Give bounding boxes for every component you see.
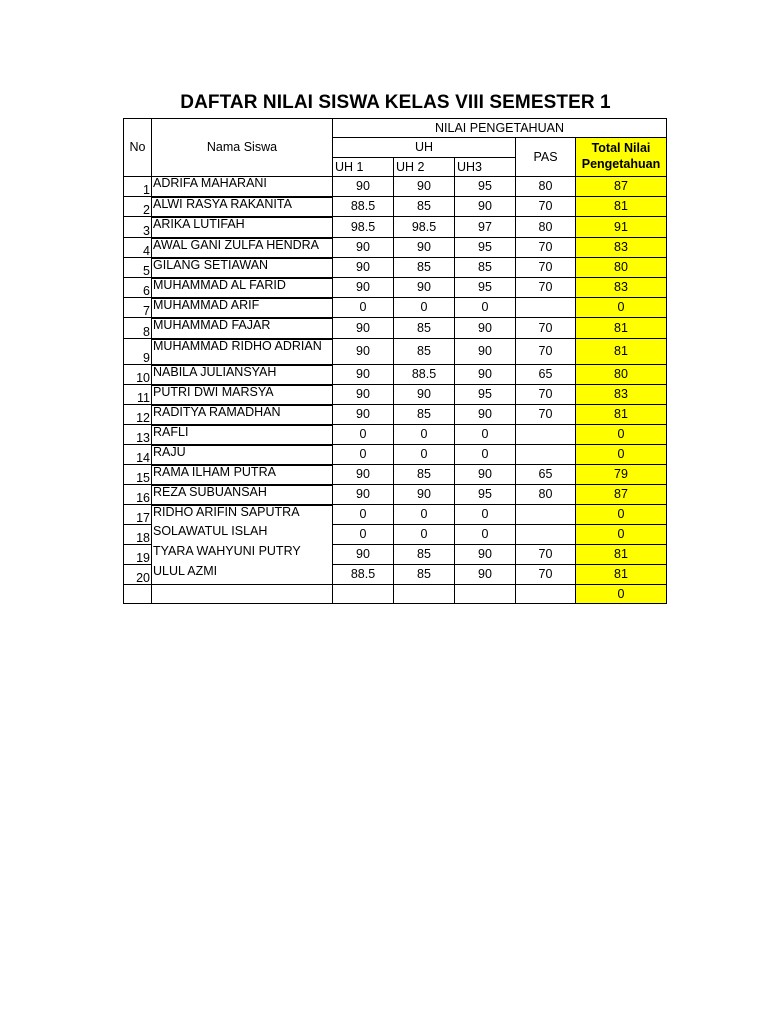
- row-number: 19: [124, 545, 152, 565]
- uh2-score: 85: [394, 405, 455, 425]
- header-pas: PAS: [516, 138, 576, 177]
- pas-score: [516, 585, 576, 604]
- row-number: 6: [124, 278, 152, 298]
- uh1-score: 0: [333, 298, 394, 318]
- pas-score: 70: [516, 565, 576, 585]
- uh1-score: 0: [333, 425, 394, 445]
- pas-score: 70: [516, 318, 576, 339]
- row-number: [124, 585, 152, 604]
- uh1-score: [333, 585, 394, 604]
- header-no: No: [124, 119, 152, 177]
- uh1-score: 88.5: [333, 197, 394, 217]
- header-nama-siswa: Nama Siswa: [152, 119, 333, 177]
- student-name: ADRIFA MAHARANI: [152, 177, 333, 197]
- uh2-score: 0: [394, 525, 455, 545]
- row-number: 12: [124, 405, 152, 425]
- row-number: 8: [124, 318, 152, 339]
- pas-score: 80: [516, 217, 576, 238]
- table-row: [124, 425, 667, 445]
- student-name: MUHAMMAD AL FARID: [152, 278, 333, 298]
- pas-score: [516, 298, 576, 318]
- total-score: 80: [576, 258, 667, 278]
- total-score: 79: [576, 465, 667, 485]
- student-name: GILANG SETIAWAN: [152, 258, 333, 278]
- total-score: 0: [576, 525, 667, 545]
- uh3-score: 0: [455, 505, 516, 525]
- table-row: [124, 258, 667, 278]
- table-row: [124, 525, 667, 545]
- uh1-score: 90: [333, 385, 394, 405]
- total-score: 83: [576, 385, 667, 405]
- pas-score: 80: [516, 485, 576, 505]
- table-row: [124, 405, 667, 425]
- uh2-score: 85: [394, 545, 455, 565]
- uh3-score: 0: [455, 298, 516, 318]
- total-score: 80: [576, 365, 667, 385]
- pas-score: [516, 525, 576, 545]
- pas-score: 80: [516, 177, 576, 197]
- uh1-score: 90: [333, 318, 394, 339]
- uh3-score: 0: [455, 445, 516, 465]
- total-score: 0: [576, 425, 667, 445]
- uh3-score: 90: [455, 318, 516, 339]
- row-number: 11: [124, 385, 152, 405]
- uh2-score: 0: [394, 298, 455, 318]
- student-name: ALWI RASYA RAKANITA: [152, 197, 333, 217]
- table-row: [124, 585, 667, 604]
- uh2-score: 90: [394, 177, 455, 197]
- table-row: [124, 177, 667, 197]
- table-row: [124, 238, 667, 258]
- student-name: RAFLI: [152, 425, 333, 445]
- total-score: 0: [576, 585, 667, 604]
- uh2-score: 90: [394, 385, 455, 405]
- uh1-score: 90: [333, 365, 394, 385]
- pas-score: [516, 505, 576, 525]
- uh1-score: 90: [333, 339, 394, 365]
- total-score: 81: [576, 197, 667, 217]
- table-row: [124, 365, 667, 385]
- student-name: REZA SUBUANSAH: [152, 485, 333, 505]
- uh2-score: 85: [394, 465, 455, 485]
- row-number: 4: [124, 238, 152, 258]
- header-total-nilai-pengetahuan: [576, 138, 667, 177]
- row-number: 18: [124, 525, 152, 545]
- uh2-score: [394, 585, 455, 604]
- table-row: [124, 385, 667, 405]
- total-score: 0: [576, 445, 667, 465]
- row-number: 10: [124, 365, 152, 385]
- uh3-score: 0: [455, 525, 516, 545]
- header-uh1: UH 1: [333, 158, 394, 177]
- table-row: [124, 545, 667, 565]
- uh3-score: 90: [455, 197, 516, 217]
- uh1-score: 0: [333, 525, 394, 545]
- pas-score: 70: [516, 385, 576, 405]
- row-number: 16: [124, 485, 152, 505]
- uh1-score: 90: [333, 545, 394, 565]
- row-number: 2: [124, 197, 152, 217]
- uh3-score: 95: [455, 177, 516, 197]
- uh2-score: 90: [394, 238, 455, 258]
- student-name: MUHAMMAD RIDHO ADRIAN: [152, 339, 333, 365]
- table-row: [124, 445, 667, 465]
- student-name: NABILA JULIANSYAH: [152, 365, 333, 385]
- uh3-score: 95: [455, 278, 516, 298]
- pas-score: 70: [516, 405, 576, 425]
- uh1-score: 0: [333, 445, 394, 465]
- uh3-score: 90: [455, 565, 516, 585]
- table-row: [124, 278, 667, 298]
- uh1-score: 90: [333, 485, 394, 505]
- uh1-score: 98.5: [333, 217, 394, 238]
- total-score: 83: [576, 238, 667, 258]
- pas-score: 70: [516, 545, 576, 565]
- uh2-score: 85: [394, 318, 455, 339]
- student-name: ULUL AZMI: [152, 565, 333, 585]
- total-score: 83: [576, 278, 667, 298]
- pas-score: [516, 425, 576, 445]
- uh3-score: 0: [455, 425, 516, 445]
- header-uh3: UH3: [455, 158, 516, 177]
- pas-score: 70: [516, 197, 576, 217]
- uh1-score: 88.5: [333, 565, 394, 585]
- uh3-score: 90: [455, 339, 516, 365]
- pas-score: 65: [516, 365, 576, 385]
- header-total-line1: Total Nilai: [591, 141, 651, 156]
- table-row: [124, 197, 667, 217]
- row-number: 20: [124, 565, 152, 585]
- grades-table: [123, 118, 667, 604]
- total-score: 91: [576, 217, 667, 238]
- uh2-score: 0: [394, 505, 455, 525]
- row-number: 7: [124, 298, 152, 318]
- uh2-score: 85: [394, 339, 455, 365]
- header-uh: UH: [333, 138, 516, 158]
- uh2-score: 90: [394, 485, 455, 505]
- row-number: 14: [124, 445, 152, 465]
- uh3-score: 90: [455, 465, 516, 485]
- uh2-score: 85: [394, 258, 455, 278]
- total-score: 81: [576, 565, 667, 585]
- row-number: 5: [124, 258, 152, 278]
- table-row: [124, 298, 667, 318]
- total-score: 81: [576, 545, 667, 565]
- header-total-line2: Pengetahuan: [581, 157, 661, 171]
- student-name: PUTRI DWI MARSYA: [152, 385, 333, 405]
- row-number: 13: [124, 425, 152, 445]
- student-name: RAMA ILHAM PUTRA: [152, 465, 333, 485]
- uh1-score: 90: [333, 465, 394, 485]
- student-name: ARIKA LUTIFAH: [152, 217, 333, 238]
- uh1-score: 90: [333, 405, 394, 425]
- uh3-score: 95: [455, 485, 516, 505]
- uh2-score: 0: [394, 445, 455, 465]
- uh3-score: [455, 585, 516, 604]
- page-title: DAFTAR NILAI SISWA KELAS VIII SEMESTER 1: [180, 92, 611, 113]
- uh3-score: 97: [455, 217, 516, 238]
- uh2-score: 98.5: [394, 217, 455, 238]
- student-name: AWAL GANI ZULFA HENDRA: [152, 238, 333, 258]
- uh1-score: 90: [333, 238, 394, 258]
- uh2-score: 0: [394, 425, 455, 445]
- uh2-score: 85: [394, 565, 455, 585]
- row-number: 17: [124, 505, 152, 525]
- uh1-score: 90: [333, 258, 394, 278]
- table-row: [124, 565, 667, 585]
- uh3-score: 95: [455, 385, 516, 405]
- header-nilai-pengetahuan: NILAI PENGETAHUAN: [333, 119, 667, 138]
- row-number: 1: [124, 177, 152, 197]
- uh3-score: 85: [455, 258, 516, 278]
- total-score: 81: [576, 318, 667, 339]
- uh3-score: 90: [455, 405, 516, 425]
- uh1-score: 90: [333, 278, 394, 298]
- student-name: SOLAWATUL ISLAH: [152, 525, 333, 545]
- pas-score: 70: [516, 258, 576, 278]
- table-row: [124, 505, 667, 525]
- student-name: TYARA WAHYUNI PUTRY: [152, 545, 333, 565]
- uh2-score: 85: [394, 197, 455, 217]
- row-number: 3: [124, 217, 152, 238]
- pas-score: 70: [516, 238, 576, 258]
- student-name: [152, 585, 333, 604]
- pas-score: 65: [516, 465, 576, 485]
- student-name: RIDHO ARIFIN SAPUTRA: [152, 505, 333, 525]
- table-row: [124, 318, 667, 339]
- total-score: 87: [576, 485, 667, 505]
- row-number: 15: [124, 465, 152, 485]
- uh3-score: 90: [455, 365, 516, 385]
- total-score: 81: [576, 405, 667, 425]
- header-uh2: UH 2: [394, 158, 455, 177]
- total-score: 0: [576, 298, 667, 318]
- uh2-score: 90: [394, 278, 455, 298]
- student-name: MUHAMMAD FAJAR: [152, 318, 333, 339]
- uh2-score: 88.5: [394, 365, 455, 385]
- table-row: [124, 465, 667, 485]
- table-row: [124, 339, 667, 365]
- total-score: 0: [576, 505, 667, 525]
- uh3-score: 90: [455, 545, 516, 565]
- uh1-score: 0: [333, 505, 394, 525]
- student-name: RAJU: [152, 445, 333, 465]
- table-row: [124, 217, 667, 238]
- uh1-score: 90: [333, 177, 394, 197]
- row-number: 9: [124, 339, 152, 365]
- pas-score: [516, 445, 576, 465]
- table-row: [124, 485, 667, 505]
- student-name: RADITYA RAMADHAN: [152, 405, 333, 425]
- total-score: 87: [576, 177, 667, 197]
- uh3-score: 95: [455, 238, 516, 258]
- student-name: MUHAMMAD ARIF: [152, 298, 333, 318]
- pas-score: 70: [516, 278, 576, 298]
- pas-score: 70: [516, 339, 576, 365]
- total-score: 81: [576, 339, 667, 365]
